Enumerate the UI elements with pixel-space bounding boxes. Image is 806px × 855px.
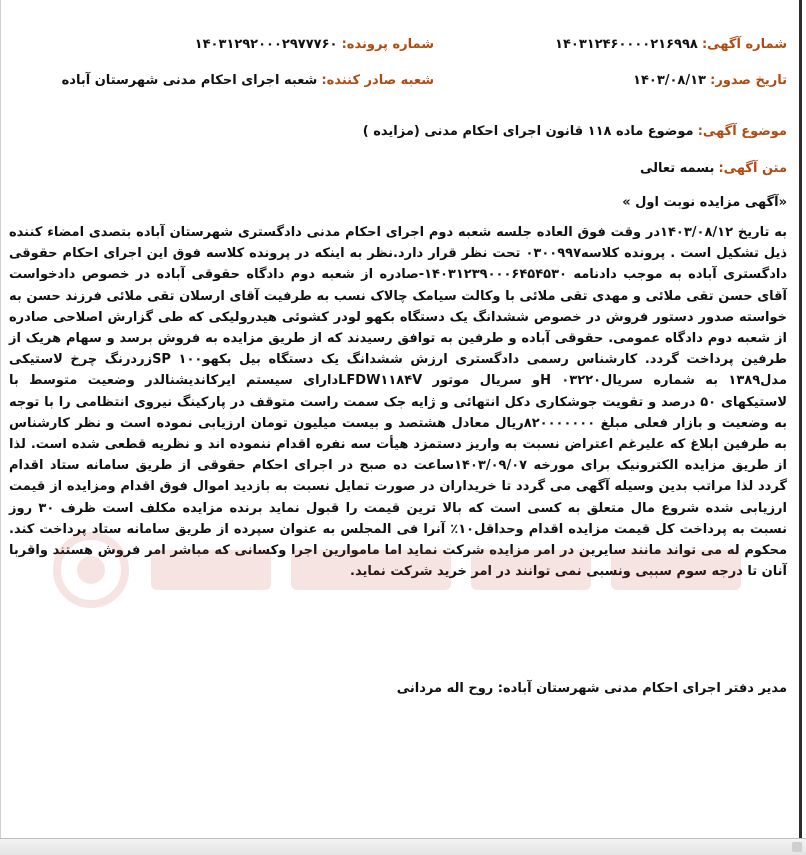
notice-body: به تاریخ ۱۴۰۳/۰۸/۱۲در وقت فوق العاده جلسه شعبه دوم اجرای احکام مدنی دادگستری شهرستان آباده بتصدی امضاء کننده ذیل تشکیل است . پرونده کلاسه۰۳۰۰۹۹۷ تحت نظر قرار دارد.نظر به اینکه در پرونده کلاسه فوق این اجرای احکام حقوقی دادگستری آباده به موجب دادنامه ۱۴۰۳۱۲۳۹۰۰۰۶۴۵۴۵۳۰-صادره از شعبه دوم دادگاه حقوقی آباده در خصوص دادخواست آقای حسن تقی ملائی و مهدی تقی ملائی با وکالت سیامک چالاک نسب به طرفیت آقای ارسلان تقی ملائی فرزند حسن به خواسته صدور دستور فروش در خصوص ششدانگ یک دستگاه بکهو لودر کشوئی هیدرولیکی که طی گزارش اصلاحی صادره از شعبه دوم دادگاه عمومی. حقوقی آباده و طرفین به توافق رسیدند که از طریق مزایده به فروش برسد و سهام هریک از طرفین پرداخت گردد. کارشناس رسمی دادگستری ارزش ششدانگ یک دستگاه بیل بکهو۱۰۰ SPزردرنگ چرخ لاستیکی مدل۱۳۸۹ به شماره سریال۰۳۲۲۰ Hو سریال موتور LFDW۱۱۸۴Vدارای سیستم ایرکاندیشنالدر وضعیت متوسط با لاستیکهای ۵۰ درصد و تقویت جوشکاری دکل انتهائی و ژایه جک سمت راست متوقف در پارکینگ نیروی انتظامی را با توجه به وضعیت و بازار فعلی مبلغ ۸۲۰۰۰۰۰۰۰ریال معادل هشتصد و بیست میلیون تومان ارزیابی نموده است و نظر کارشناس به طرفین ابلاغ که علیرغم اعتراض نسبت به واریز دستمزد هیأت سه نفره اقدام ننموده اند و نظریه قطعی شده است. لذا از طریق مزایده الکترونیک برای مورخه ۱۴۰۳/۰۹/۰۷ساعت ده صبح در اجرای احکام حقوقی از طریق سامانه ستاد اقدام گردد لذا مراتب بدین وسیله آگهی می گردد تا خریداران در صورت تمایل نسبت به بازدید اموال فوق اقدام ومزایده از قیمت ارزیابی شده شروع مال متعلق به کسی است که بالا ترین قیمت را قبول نماید برنده مزایده مکلف است ظرف ۳۰ روز نسبت به پرداخت کل قیمت مزایده اقدام وحداقل۱۰٪ آنرا فی المجلس به عنوان سپرده از طریق سامانه ستاد پرداخت کند. محکوم له می تواند مانند سایرین در امر مزایده شرکت نماید اما ماموارین اجرا وکسانی که مباشر امر فروش هستند واقربا آنان تا درجه سوم سببی ونسبی نمی توانند در امر خرید شرکت نماید. (9, 225, 788, 580)
ad-number (555, 36, 787, 54)
horizontal-scrollbar[interactable] (0, 838, 806, 855)
issue-date (633, 72, 787, 90)
subject-label: موضوع آگهی: (697, 124, 787, 139)
issue-date-value: ۱۴۰۳/۰۸/۱۳ (633, 73, 706, 88)
scrollbar-thumb[interactable] (792, 842, 802, 852)
case-number (195, 36, 434, 54)
issue-date-label: تاریخ صدور: (710, 73, 787, 88)
text-header (640, 160, 787, 178)
subject-value: موضوع ماده ۱۱۸ قانون اجرای احکام مدنی (مزایده ) (362, 124, 694, 139)
text-opening: بسمه تعالی (639, 161, 715, 176)
signature: مدیر دفتر اجرای احکام مدنی شهرستان آباده: روح اله مردانی (396, 681, 787, 696)
ad-number-label: شماره آگهی: (701, 37, 787, 52)
ad-number-value: ۱۴۰۳۱۲۴۶۰۰۰۰۲۱۶۹۹۸ (555, 37, 698, 52)
auction-title (622, 194, 787, 212)
case-number-label: شماره پرونده: (341, 37, 434, 52)
auction-title-text: «آگهی مزایده نوبت اول » (622, 195, 787, 210)
issuing-branch-label: شعبه صادر کننده: (321, 73, 434, 88)
subject (363, 123, 787, 141)
case-number-value: ۱۴۰۳۱۲۹۲۰۰۰۲۹۷۷۷۶۰ (194, 37, 338, 52)
text-label: متن آگهی: (718, 161, 787, 176)
issuing-branch-value: شعبه اجرای احکام مدنی شهرستان آباده (61, 73, 318, 88)
issuing-branch (62, 72, 434, 90)
